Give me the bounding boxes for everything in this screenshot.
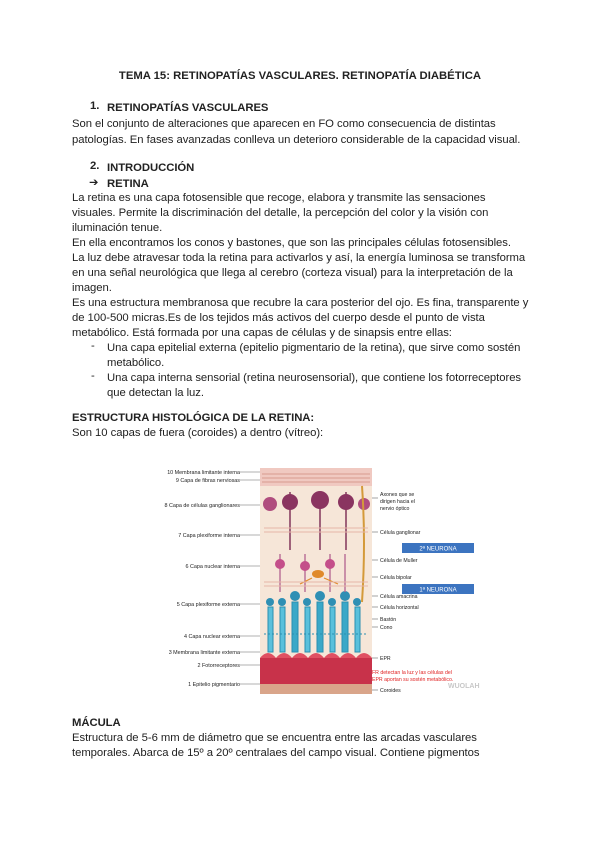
section-1-line-1: Son el conjunto de alteraciones que aparecen en FO como consecuencia de distintas xyxy=(72,118,496,130)
section-2-heading: INTRODUCCIÓN xyxy=(107,162,195,174)
label-layer-4: 4 Capa nuclear externa xyxy=(183,634,240,640)
section-1-line-2: patologías. En fases avanzadas conlleva un deterioro considerable de la capacidad visual. xyxy=(72,134,521,146)
second-neuron-label: 2ª NEURONA xyxy=(419,546,457,553)
retina-line-2: visuales. Permite la discriminación del detalle, la percepción del color y la visión con xyxy=(72,207,489,219)
macula-line-2: temporales. Abarca de 15º a 20º centralaes del campo visual. Contiene pigmentos xyxy=(72,747,480,759)
label-layer-2: 2 Fotorreceptores xyxy=(197,663,240,669)
macula-line-1: Estructura de 5-6 mm de diámetro que se encuentra entre las arcadas vasculares xyxy=(72,732,477,744)
label-choroid: Coroides xyxy=(380,688,401,694)
histology-line: Son 10 capas de fuera (coroides) a dentro (vítreo): xyxy=(72,427,324,439)
left-leader-lines xyxy=(240,472,260,684)
label-layer-1: 1 Epitelio pigmentario xyxy=(188,682,240,688)
macula-heading: MÁCULA xyxy=(72,717,121,729)
retina-line-8: Es una estructura membranosa que recubre la cara posterior del ojo. Es fina, transparente y xyxy=(72,297,529,309)
first-neuron-label: 1ª NEURONA xyxy=(419,587,457,594)
label-ganglion-cell: Célula ganglionar xyxy=(380,530,421,536)
label-layer-8: 8 Capa de células ganglionares xyxy=(164,503,240,509)
section-1-heading: RETINOPATÍAS VASCULARES xyxy=(107,102,269,114)
label-axones-1: Axones que se xyxy=(380,492,415,498)
retina-layers-diagram xyxy=(140,462,500,707)
retina-line-10: metabólico. Está formada por una capas de células y de sinapsis entre ellas: xyxy=(72,327,452,339)
retina-line-3: iluminación tenue. xyxy=(72,222,163,234)
bullet-1-line-2: metabólico. xyxy=(107,357,165,369)
choroid-band xyxy=(260,684,372,694)
bullet-mark: - xyxy=(91,370,95,382)
label-axones-2: dirigen hacia el xyxy=(380,499,415,505)
bullet-mark: - xyxy=(91,340,95,352)
retina-line-9: de 100-500 micras.Es de los tejidos más activos del cuerpo desde el punto de vista xyxy=(72,312,485,324)
label-layer-7: 7 Capa plexiforme interna xyxy=(178,533,240,539)
label-horizontal-cell: Célula horizontal xyxy=(380,605,419,611)
pigment-epithelium xyxy=(260,653,372,684)
watermark-logo: WUOLAH xyxy=(448,683,480,690)
label-bipolar-cell: Célula bipolar xyxy=(380,575,412,581)
retina-line-1: La retina es una capa fotosensible que recoge, elabora y transmite las sensaciones xyxy=(72,192,486,204)
bullet-2-line-2: que detectan la luz. xyxy=(107,387,204,399)
label-layer-6: 6 Capa nuclear interna xyxy=(185,564,240,570)
label-rod: Bastón xyxy=(380,617,397,623)
label-amacrine-cell: Célula amacrina xyxy=(380,594,418,600)
label-layer-5: 5 Capa plexiforme externa xyxy=(176,602,240,608)
retina-line-6: en una señal neurológica que llega al cerebro (corteza visual) para la interpretación de la xyxy=(72,267,513,279)
histology-heading: ESTRUCTURA HISTOLÓGICA DE LA RETINA: xyxy=(72,412,315,424)
retina-line-5: La luz debe atravesar toda la retina para activarlos y así, la energía luminosa se transforma xyxy=(72,252,526,264)
retina-subheading: RETINA xyxy=(107,178,149,190)
label-muller-cell: Célula de Muller xyxy=(380,558,418,564)
label-layer-3: 3 Membrana limitante externa xyxy=(168,650,240,656)
section-1-number: 1. xyxy=(90,100,100,112)
section-2-number: 2. xyxy=(90,160,100,172)
label-layer-10: 10 Membrana limitante interna xyxy=(167,470,240,476)
arrow-icon: ➔ xyxy=(89,177,99,189)
bullet-2-line-1: Una capa interna sensorial (retina neurosensorial), que contiene los fotorreceptores xyxy=(107,372,522,384)
note-line-1: FR detectan la luz y las células del xyxy=(372,670,452,676)
note-line-2: EPR aportan su sostén metabólico. xyxy=(372,677,454,683)
retina-line-4: En ella encontramos los conos y bastones, que son las principales células fotosensibles. xyxy=(72,237,511,249)
label-axones-3: nervio óptico xyxy=(380,506,410,512)
label-epr: EPR xyxy=(380,656,391,662)
label-layer-9: 9 Capa de fibras nerviosas xyxy=(175,478,240,484)
page-title: TEMA 15: RETINOPATÍAS VASCULARES. RETINOPATÍA DIABÉTICA xyxy=(118,70,482,82)
retina-line-7: imagen. xyxy=(72,282,112,294)
bullet-1-line-1: Una capa epitelial externa (epitelio pigmentario de la retina), que sirve como sostén xyxy=(107,342,521,354)
nerve-fiber-layer xyxy=(260,468,372,486)
label-cone: Cono xyxy=(380,625,393,631)
right-leader-lines xyxy=(372,498,378,690)
